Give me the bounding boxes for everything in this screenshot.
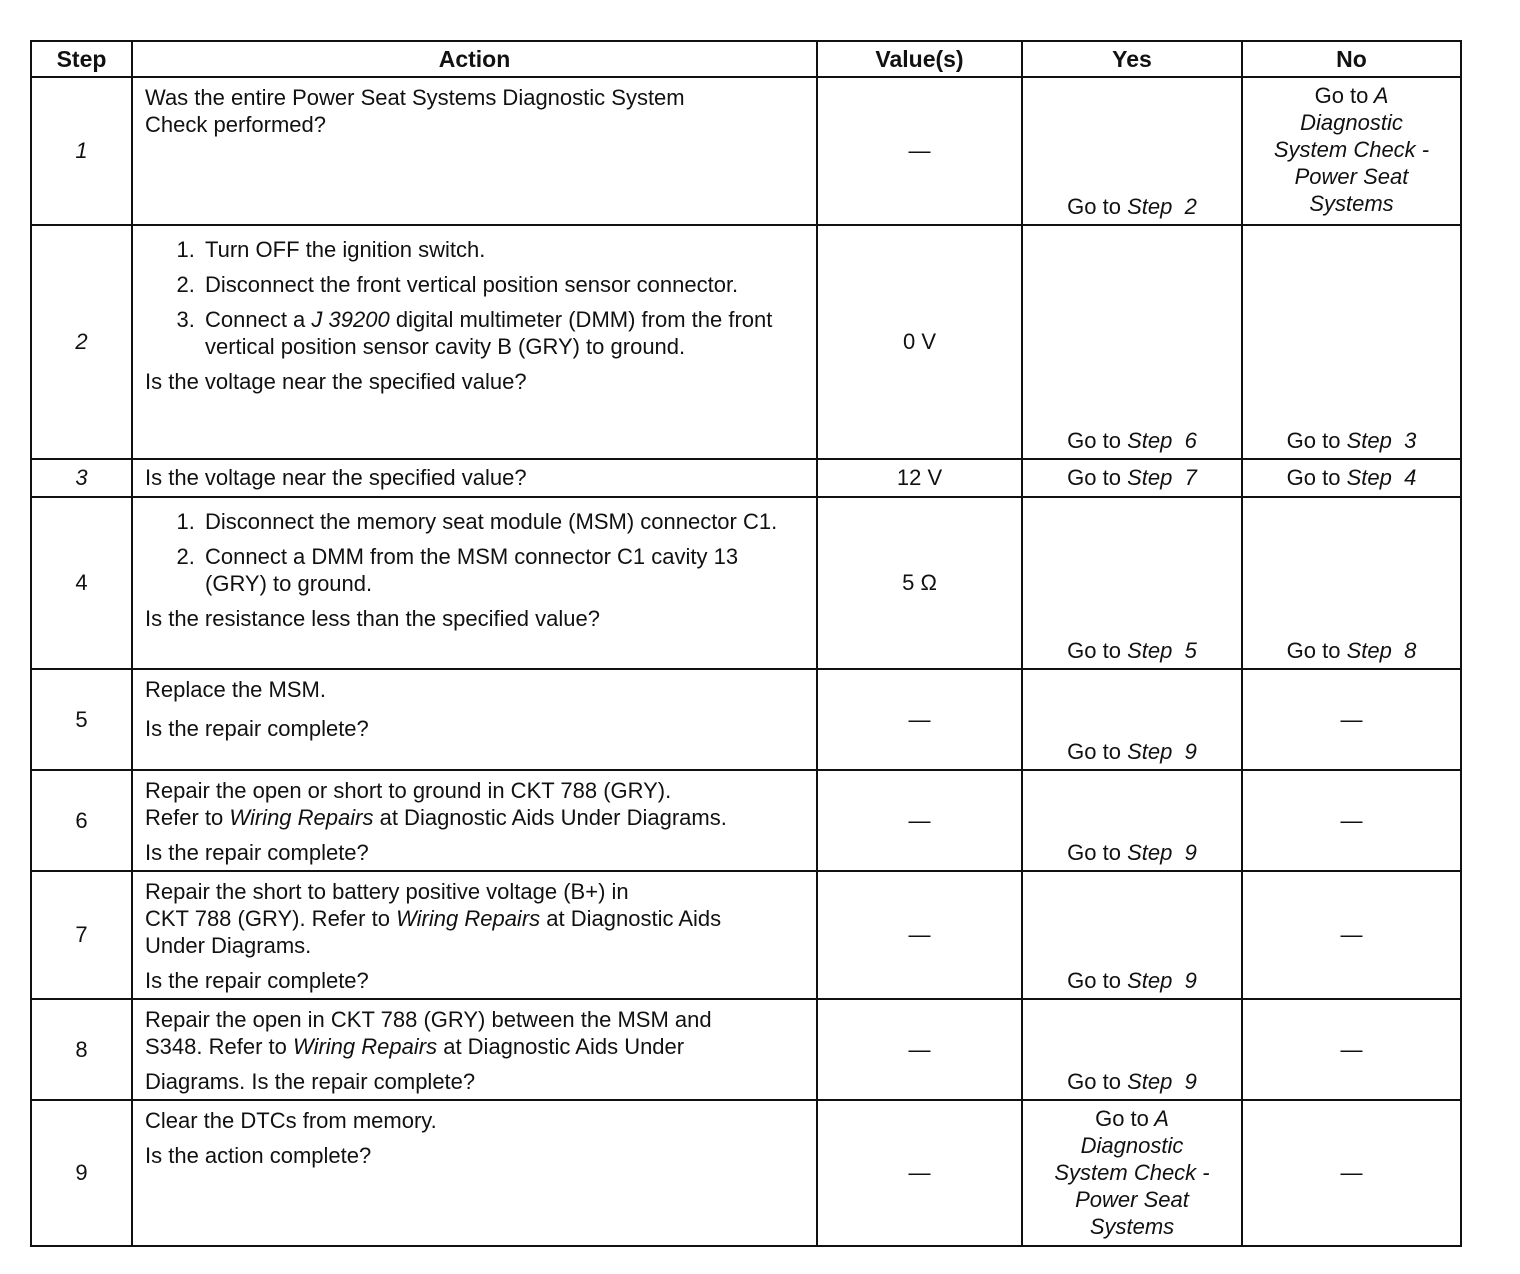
- yes-cell: [1022, 225, 1242, 459]
- step-ref: 9: [1184, 1069, 1197, 1094]
- question: Is the resistance less than the specified value?: [145, 606, 600, 631]
- step-ref: 9: [1184, 840, 1197, 865]
- step-ref: 2: [1184, 194, 1197, 219]
- action-cell: [132, 497, 817, 669]
- value-cell: —: [817, 1100, 1022, 1246]
- action-text: Replace the MSM.: [145, 677, 326, 702]
- step-number: 2: [31, 225, 132, 459]
- action-cell: [132, 459, 817, 497]
- step-label: Step: [1346, 428, 1392, 453]
- step-label: Step: [1127, 739, 1173, 764]
- value-cell: 0 V: [817, 225, 1022, 459]
- question: Is the voltage near the specified value?: [145, 369, 527, 394]
- diagnostic-table: [30, 40, 1462, 1247]
- action-text-part: CKT 788 (GRY). Refer to: [145, 906, 390, 931]
- header-values: Value(s): [817, 41, 1022, 77]
- goto-line: Go to A: [1095, 1106, 1169, 1131]
- step-number: 4: [31, 497, 132, 669]
- goto-label: Go to: [1067, 1069, 1121, 1094]
- table-row: [31, 871, 1461, 999]
- no-dash: —: [1340, 706, 1363, 732]
- no-cell: [1242, 1100, 1461, 1246]
- goto-line: System Check -: [1273, 137, 1430, 162]
- action-text: Check performed?: [145, 112, 326, 137]
- action-list: [145, 236, 804, 360]
- no-dash: —: [1340, 1160, 1363, 1185]
- table-row: [31, 1100, 1461, 1246]
- no-cell: [1242, 225, 1461, 459]
- action-cell: [132, 669, 817, 770]
- step-label: Step: [1127, 465, 1173, 490]
- step-ref: 7: [1184, 465, 1197, 490]
- step-number: 9: [31, 1100, 132, 1246]
- action-text: [145, 804, 804, 831]
- no-goto: [1243, 428, 1460, 454]
- table-row: [31, 999, 1461, 1100]
- step-label: Step: [1346, 638, 1392, 663]
- value-cell: —: [817, 999, 1022, 1100]
- step-ref: 9: [1184, 739, 1197, 764]
- action-text-part: at Diagnostic Aids Under: [443, 1034, 685, 1059]
- table-row: [31, 497, 1461, 669]
- no-cell: [1242, 999, 1461, 1100]
- step-number: 5: [31, 669, 132, 770]
- value-cell: —: [817, 77, 1022, 225]
- step-ref: 4: [1404, 465, 1417, 490]
- yes-cell: [1022, 459, 1242, 497]
- step-number: 6: [31, 770, 132, 871]
- header-row: [31, 41, 1461, 77]
- step-label: Step: [1127, 968, 1173, 993]
- no-dash: —: [1340, 922, 1363, 947]
- goto-label: Go to: [1067, 739, 1121, 764]
- step-ref: 8: [1404, 638, 1417, 663]
- step-label: Step: [1127, 638, 1173, 663]
- yes-cell: [1022, 770, 1242, 871]
- value-cell: —: [817, 770, 1022, 871]
- reference: Wiring Repairs: [293, 1034, 438, 1059]
- goto-label: Go to: [1067, 968, 1121, 993]
- header-no: No: [1242, 41, 1461, 77]
- goto-line: Power Seat: [1294, 164, 1409, 189]
- step-ref: 5: [1184, 638, 1197, 663]
- list-item: 1. Disconnect the memory seat module (MSM) connector C1.: [201, 508, 804, 535]
- no-cell: [1242, 669, 1461, 770]
- goto-label: Go to: [1286, 465, 1341, 490]
- goto-line: Diagnostic: [1080, 1133, 1184, 1158]
- no-cell: [1242, 871, 1461, 999]
- goto-label: Go to: [1067, 840, 1121, 865]
- yes-cell: [1022, 77, 1242, 225]
- action-text: Repair the short to battery positive voltage (B+) in: [145, 879, 629, 904]
- reference: Wiring Repairs: [229, 805, 374, 830]
- step-label: Step: [1127, 428, 1173, 453]
- list-item: 1. Turn OFF the ignition switch.: [201, 236, 804, 263]
- goto-line: Power Seat: [1075, 1187, 1189, 1212]
- action-cell: [132, 77, 817, 225]
- yes-goto: [1023, 428, 1241, 454]
- no-goto: [1243, 638, 1460, 664]
- action-cell: [132, 770, 817, 871]
- no-goto: [1243, 465, 1460, 491]
- action-text-part: S348. Refer to: [145, 1034, 287, 1059]
- action-text: Under Diagrams.: [145, 933, 312, 958]
- action-text: Repair the open or short to ground in CKT 788 (GRY).: [145, 778, 672, 803]
- question: Is the repair complete?: [145, 968, 369, 993]
- table-row: [31, 459, 1461, 497]
- goto-line: Systems: [1089, 1214, 1175, 1239]
- action-cell: [132, 1100, 817, 1246]
- yes-cell: [1022, 999, 1242, 1100]
- action-cell: [132, 225, 817, 459]
- action-text: Clear the DTCs from memory.: [145, 1108, 437, 1133]
- value-cell: —: [817, 871, 1022, 999]
- tool-ref: J 39200: [311, 307, 390, 332]
- action-list: [145, 508, 804, 597]
- step-ref: 3: [1404, 428, 1417, 453]
- list-item: 2. Disconnect the front vertical position sensor connector.: [201, 271, 804, 298]
- question: Is the voltage near the specified value?: [145, 465, 527, 490]
- value-cell: 5 Ω: [817, 497, 1022, 669]
- step-number: 1: [31, 77, 132, 225]
- question: Is the repair complete?: [145, 840, 369, 865]
- action-text-part: Refer to: [145, 805, 224, 830]
- no-dash: —: [1340, 807, 1363, 833]
- table-row: [31, 770, 1461, 871]
- yes-cell: [1022, 497, 1242, 669]
- yes-goto: [1023, 739, 1241, 765]
- goto-line: Go to A: [1314, 83, 1389, 108]
- no-cell: [1242, 77, 1461, 225]
- step-ref: 6: [1184, 428, 1197, 453]
- goto-line: Systems: [1309, 191, 1394, 216]
- yes-cell: [1022, 669, 1242, 770]
- yes-cell: [1022, 871, 1242, 999]
- goto-label: Go to: [1067, 465, 1121, 490]
- question: Diagrams. Is the repair complete?: [145, 1069, 476, 1094]
- no-cell: [1242, 497, 1461, 669]
- action-text: Was the entire Power Seat Systems Diagnostic System: [145, 85, 685, 110]
- value-cell: 12 V: [817, 459, 1022, 497]
- yes-goto: [1023, 1101, 1241, 1240]
- action-text-part: at Diagnostic Aids: [546, 906, 722, 931]
- goto-line: System Check -: [1054, 1160, 1210, 1185]
- goto-label: Go to: [1286, 638, 1341, 663]
- action-text: [145, 1033, 804, 1060]
- question: Is the action complete?: [145, 1143, 372, 1168]
- yes-goto: [1023, 194, 1241, 220]
- header-yes: Yes: [1022, 41, 1242, 77]
- question: Is the repair complete?: [145, 716, 369, 741]
- step-number: 8: [31, 999, 132, 1100]
- step-label: Step: [1127, 1069, 1173, 1094]
- list-text: digital multimeter (DMM) from the front vertical position sensor cavity B (GRY) to ground.: [205, 307, 773, 359]
- header-action: Action: [132, 41, 817, 77]
- list-item: [201, 306, 804, 360]
- list-text: Connect a: [205, 307, 306, 332]
- step-ref: 9: [1184, 968, 1197, 993]
- no-cell: [1242, 459, 1461, 497]
- table-row: [31, 77, 1461, 225]
- action-text: [145, 905, 804, 932]
- action-text-part: at Diagnostic Aids Under Diagrams.: [379, 805, 727, 830]
- step-label: Step: [1127, 194, 1173, 219]
- no-goto: [1243, 78, 1460, 217]
- action-cell: [132, 999, 817, 1100]
- list-item: 2. Connect a DMM from the MSM connector C1 cavity 13 (GRY) to ground.: [201, 543, 804, 597]
- action-text: Repair the open in CKT 788 (GRY) between the MSM and: [145, 1007, 712, 1032]
- step-number: 7: [31, 871, 132, 999]
- step-label: Step: [1127, 840, 1173, 865]
- no-cell: [1242, 770, 1461, 871]
- goto-label: Go to: [1286, 428, 1341, 453]
- goto-label: Go to: [1067, 638, 1121, 663]
- goto-label: Go to: [1067, 194, 1121, 219]
- yes-goto: [1023, 1069, 1241, 1095]
- step-number: 3: [31, 459, 132, 497]
- table-row: [31, 669, 1461, 770]
- yes-goto: [1023, 840, 1241, 866]
- yes-goto: [1023, 465, 1241, 491]
- value-cell: —: [817, 669, 1022, 770]
- goto-label: Go to: [1067, 428, 1121, 453]
- action-cell: [132, 871, 817, 999]
- yes-goto: [1023, 638, 1241, 664]
- no-dash: —: [1340, 1036, 1363, 1062]
- header-step: Step: [31, 41, 132, 77]
- yes-goto: [1023, 968, 1241, 994]
- table-row: [31, 225, 1461, 459]
- yes-cell: [1022, 1100, 1242, 1246]
- goto-line: Diagnostic: [1300, 110, 1403, 135]
- reference: Wiring Repairs: [396, 906, 541, 931]
- step-label: Step: [1346, 465, 1392, 490]
